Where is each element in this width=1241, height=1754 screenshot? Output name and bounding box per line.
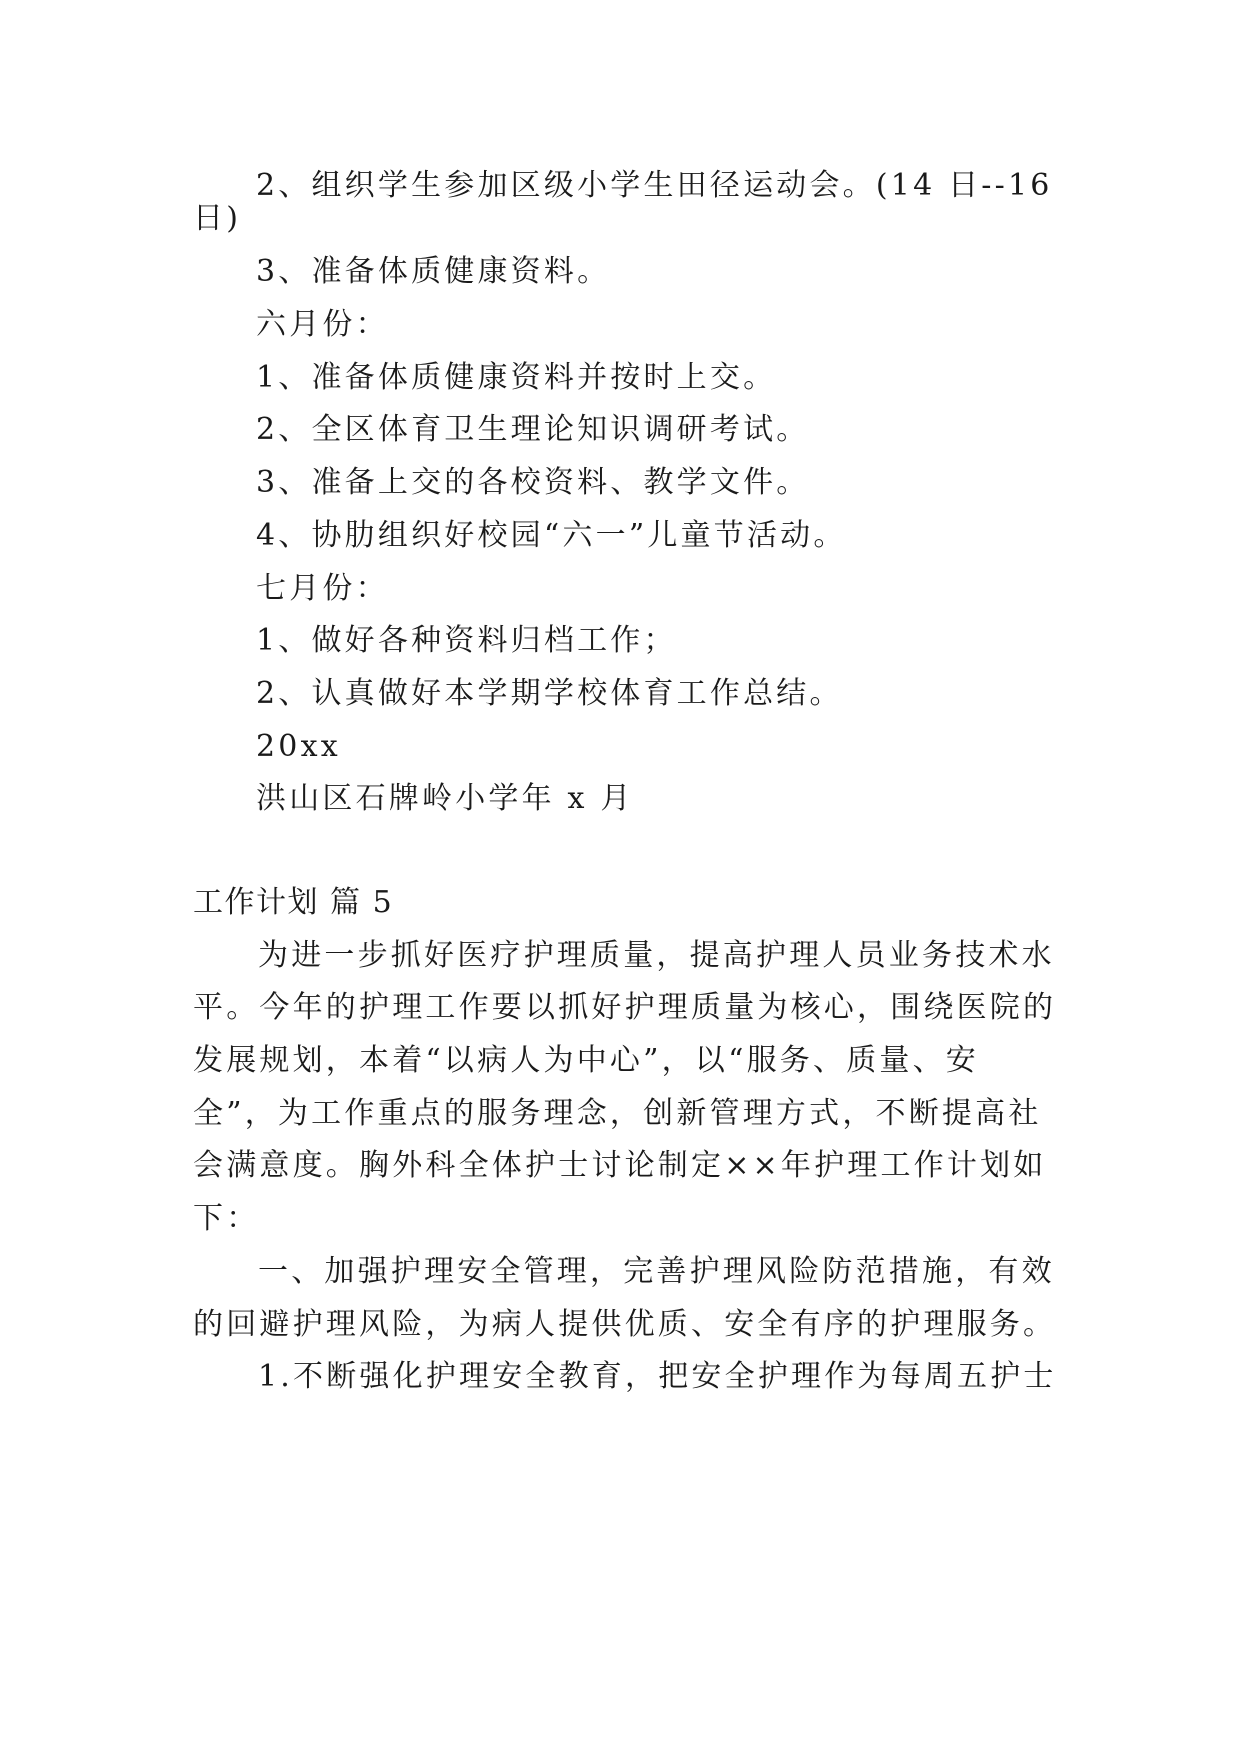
section-title: 工作计划 篇 5	[193, 885, 394, 920]
paragraph-line: 为进一步抓好医疗护理质量，提高护理人员业务技术水	[258, 938, 1055, 973]
paragraph-line: 一、加强护理安全管理，完善护理风险防范措施，有效	[258, 1254, 1055, 1289]
paragraph-line: 1.不断强化护理安全教育，把安全护理作为每周五护士	[258, 1359, 1057, 1394]
paragraph-line: 发展规划，本着“以病人为中心”，以“服务、质量、安	[193, 1043, 980, 1078]
text-line: 1、做好各种资料归档工作；	[256, 623, 677, 658]
date-line: 20xx	[256, 729, 341, 764]
paragraph-line: 会满意度。胸外科全体护士讨论制定××年护理工作计划如	[193, 1148, 1047, 1183]
text-line: 4、协肋组织好校园“六一”儿童节活动。	[256, 518, 847, 553]
section-heading-july: 七月份：	[256, 571, 389, 606]
text-line: 2、组织学生参加区级小学生田径运动会。(14 日--16	[256, 168, 1053, 203]
text-line: 日)	[193, 201, 242, 236]
paragraph-line: 平。今年的护理工作要以抓好护理质量为核心，围绕医院的	[193, 990, 1057, 1025]
text-line: 1、准备体质健康资料并按时上交。	[256, 360, 777, 395]
text-line: 3、准备体质健康资料。	[256, 254, 611, 289]
section-heading-june: 六月份：	[256, 307, 389, 342]
text-line: 2、全区体育卫生理论知识调研考试。	[256, 412, 810, 447]
text-line: 3、准备上交的各校资料、教学文件。	[256, 465, 810, 500]
paragraph-line: 的回避护理风险，为病人提供优质、安全有序的护理服务。	[193, 1307, 1057, 1342]
paragraph-line: 全”，为工作重点的服务理念，创新管理方式，不断提高社	[193, 1096, 1042, 1131]
text-line: 2、认真做好本学期学校体育工作总结。	[256, 676, 843, 711]
paragraph-line: 下：	[193, 1201, 260, 1236]
signature-line: 洪山区石牌岭小学年 x 月	[256, 781, 634, 816]
